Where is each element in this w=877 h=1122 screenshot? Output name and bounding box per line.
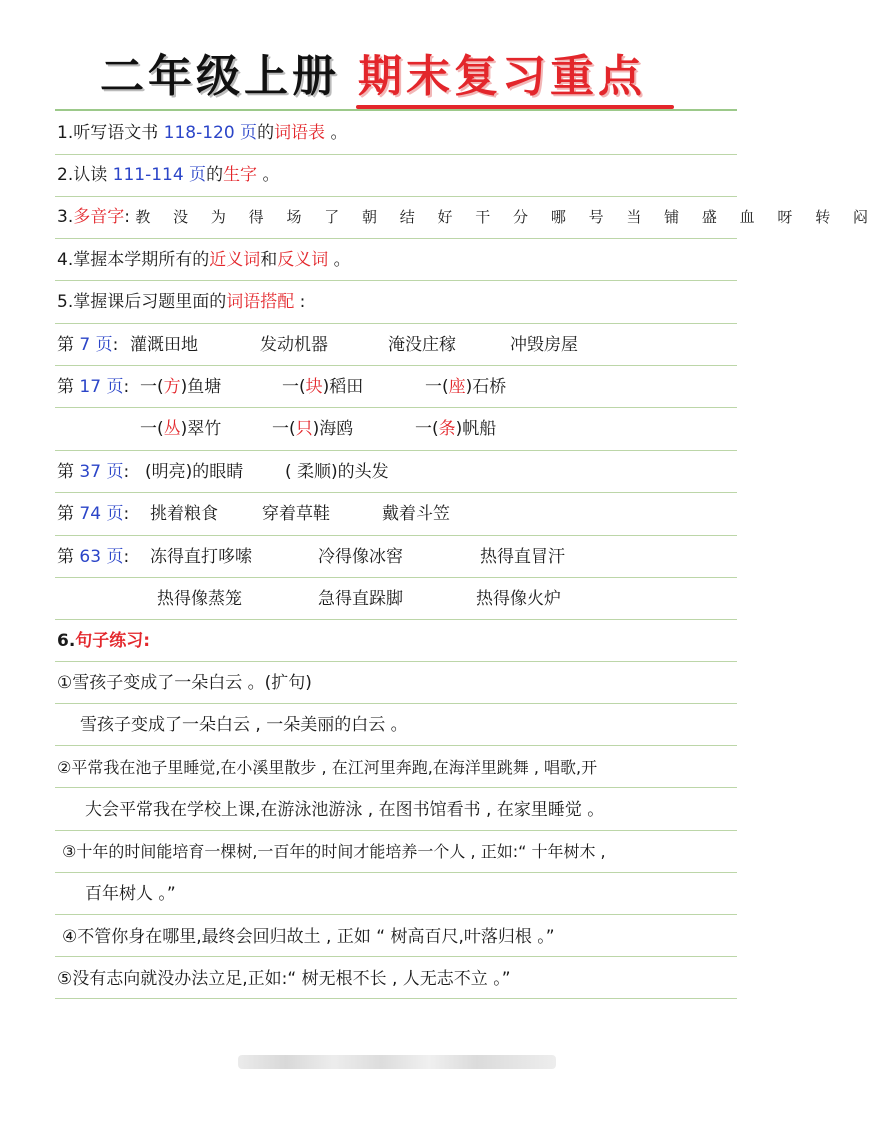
page-7-row: 第 7 页: bbox=[57, 335, 119, 355]
rule-line bbox=[55, 830, 737, 831]
rule-line bbox=[55, 450, 737, 451]
rule-line bbox=[55, 492, 737, 493]
item-5: 5.掌握课后习题里面的词语搭配 : bbox=[57, 292, 306, 312]
keyword: 词语搭配 bbox=[226, 292, 295, 312]
rule-line bbox=[55, 238, 737, 239]
measure-word-phrase: 一(方)鱼塘 bbox=[140, 377, 222, 397]
rule-line bbox=[55, 109, 737, 111]
measure-word-phrase: 一(条)帆船 bbox=[415, 419, 497, 439]
rule-line bbox=[55, 577, 737, 578]
polyphonic-chars: 教 没 为 得 场 了 朝 结 好 干 分 哪 号 当 铺 盛 血 呀 转 闷 bbox=[135, 208, 877, 226]
sentence-2-line-2: 大会平常我在学校上课,在游泳池游泳 , 在图书馆看书 , 在家里睡觉 。 bbox=[85, 800, 605, 820]
sentence-1-line-1: ①雪孩子变成了一朵白云 。(扩句) bbox=[57, 673, 312, 693]
page-number: 63 页 bbox=[79, 547, 124, 567]
sentence-3-line-2: 百年树人 。” bbox=[85, 884, 176, 904]
rule-line bbox=[55, 535, 737, 536]
page-number: 74 页 bbox=[79, 504, 124, 524]
blurred-footer-watermark bbox=[238, 1055, 556, 1069]
word-pair: ( 柔顺)的头发 bbox=[285, 462, 389, 482]
page-number: 7 页 bbox=[79, 335, 113, 355]
word-pair: 穿着草鞋 bbox=[262, 504, 330, 524]
phrase: 热得直冒汗 bbox=[480, 547, 565, 567]
word-pair: (明亮)的眼睛 bbox=[145, 462, 244, 482]
measure-word-phrase: 一(座)石桥 bbox=[425, 377, 507, 397]
phrase: 冷得像冰窖 bbox=[318, 547, 403, 567]
page-17-row: 第 17 页: bbox=[57, 377, 130, 397]
rule-line bbox=[55, 280, 737, 281]
word-pair: 灌溉田地 bbox=[130, 335, 198, 355]
keyword: 生字 bbox=[223, 165, 258, 185]
title-part-1: 二年级上册 bbox=[100, 51, 340, 102]
keyword: 词语表 bbox=[274, 123, 326, 143]
phrase: 急得直跺脚 bbox=[318, 589, 403, 609]
word-pair: 发动机器 bbox=[260, 335, 328, 355]
rule-line bbox=[55, 745, 737, 746]
keyword: 句子练习: bbox=[75, 631, 151, 651]
item-3: 3.多音字: 教 没 为 得 场 了 朝 结 好 干 分 哪 号 当 铺 盛 血 呀 转 闷 bbox=[57, 207, 877, 227]
phrase: 热得像蒸笼 bbox=[157, 589, 242, 609]
page-number: 17 页 bbox=[79, 377, 124, 397]
rule-line bbox=[55, 914, 737, 915]
page-title bbox=[0, 44, 793, 114]
word-pair: 淹没庄稼 bbox=[388, 335, 456, 355]
sentence-4: ④不管你身在哪里,最终会回归故土 , 正如 “ 树高百尺,叶落归根 。” bbox=[62, 927, 555, 947]
measure-word-phrase: 一(块)稻田 bbox=[282, 377, 364, 397]
rule-line bbox=[55, 619, 737, 620]
phrase: 冻得直打哆嗦 bbox=[150, 547, 252, 567]
measure-word-phrase: 一(只)海鸥 bbox=[272, 419, 354, 439]
item-6-heading: 6.句子练习: bbox=[57, 631, 151, 651]
item-1: 1.听写语文书 118-120 页的词语表 。 bbox=[57, 123, 348, 143]
rule-line bbox=[55, 872, 737, 873]
word-pair: 冲毁房屋 bbox=[510, 335, 578, 355]
page-number: 37 页 bbox=[79, 462, 124, 482]
page-cutoff bbox=[0, 1010, 793, 1032]
measure-word-phrase: 一(丛)翠竹 bbox=[140, 419, 222, 439]
page-range: 118-120 页 bbox=[163, 123, 258, 143]
title-part-2: 期末复习重点 bbox=[358, 51, 646, 102]
word-pair: 挑着粮食 bbox=[150, 504, 218, 524]
sentence-2-line-1: ②平常我在池子里睡觉,在小溪里散步 , 在江河里奔跑,在海洋里跳舞 , 唱歌,开 bbox=[57, 758, 598, 777]
page-74-row: 第 74 页: bbox=[57, 504, 130, 524]
keyword: 多音字 bbox=[73, 207, 125, 227]
phrase: 热得像火炉 bbox=[476, 589, 561, 609]
rule-line bbox=[55, 365, 737, 366]
word-pair: 戴着斗笠 bbox=[382, 504, 450, 524]
item-4: 4.掌握本学期所有的近义词和反义词 。 bbox=[57, 250, 351, 270]
rule-line bbox=[55, 661, 737, 662]
sentence-5: ⑤没有志向就没办法立足,正如:“ 树无根不长 , 人无志不立 。” bbox=[57, 969, 511, 989]
page-63-row: 第 63 页: bbox=[57, 547, 130, 567]
keyword-antonyms: 反义词 bbox=[277, 250, 329, 270]
rule-line bbox=[55, 323, 737, 324]
sentence-3-line-1: ③十年的时间能培育一棵树,一百年的时间才能培养一个人 , 正如:“ 十年树木 , bbox=[62, 842, 606, 861]
keyword-synonyms: 近义词 bbox=[209, 250, 261, 270]
rule-line bbox=[55, 703, 737, 704]
item-2: 2.认读 111-114 页的生字 。 bbox=[57, 165, 280, 185]
rule-line bbox=[55, 407, 737, 408]
sentence-1-line-2: 雪孩子变成了一朵白云 , 一朵美丽的白云 。 bbox=[80, 715, 408, 735]
page-range: 111-114 页 bbox=[112, 165, 207, 185]
page-37-row: 第 37 页: bbox=[57, 462, 130, 482]
